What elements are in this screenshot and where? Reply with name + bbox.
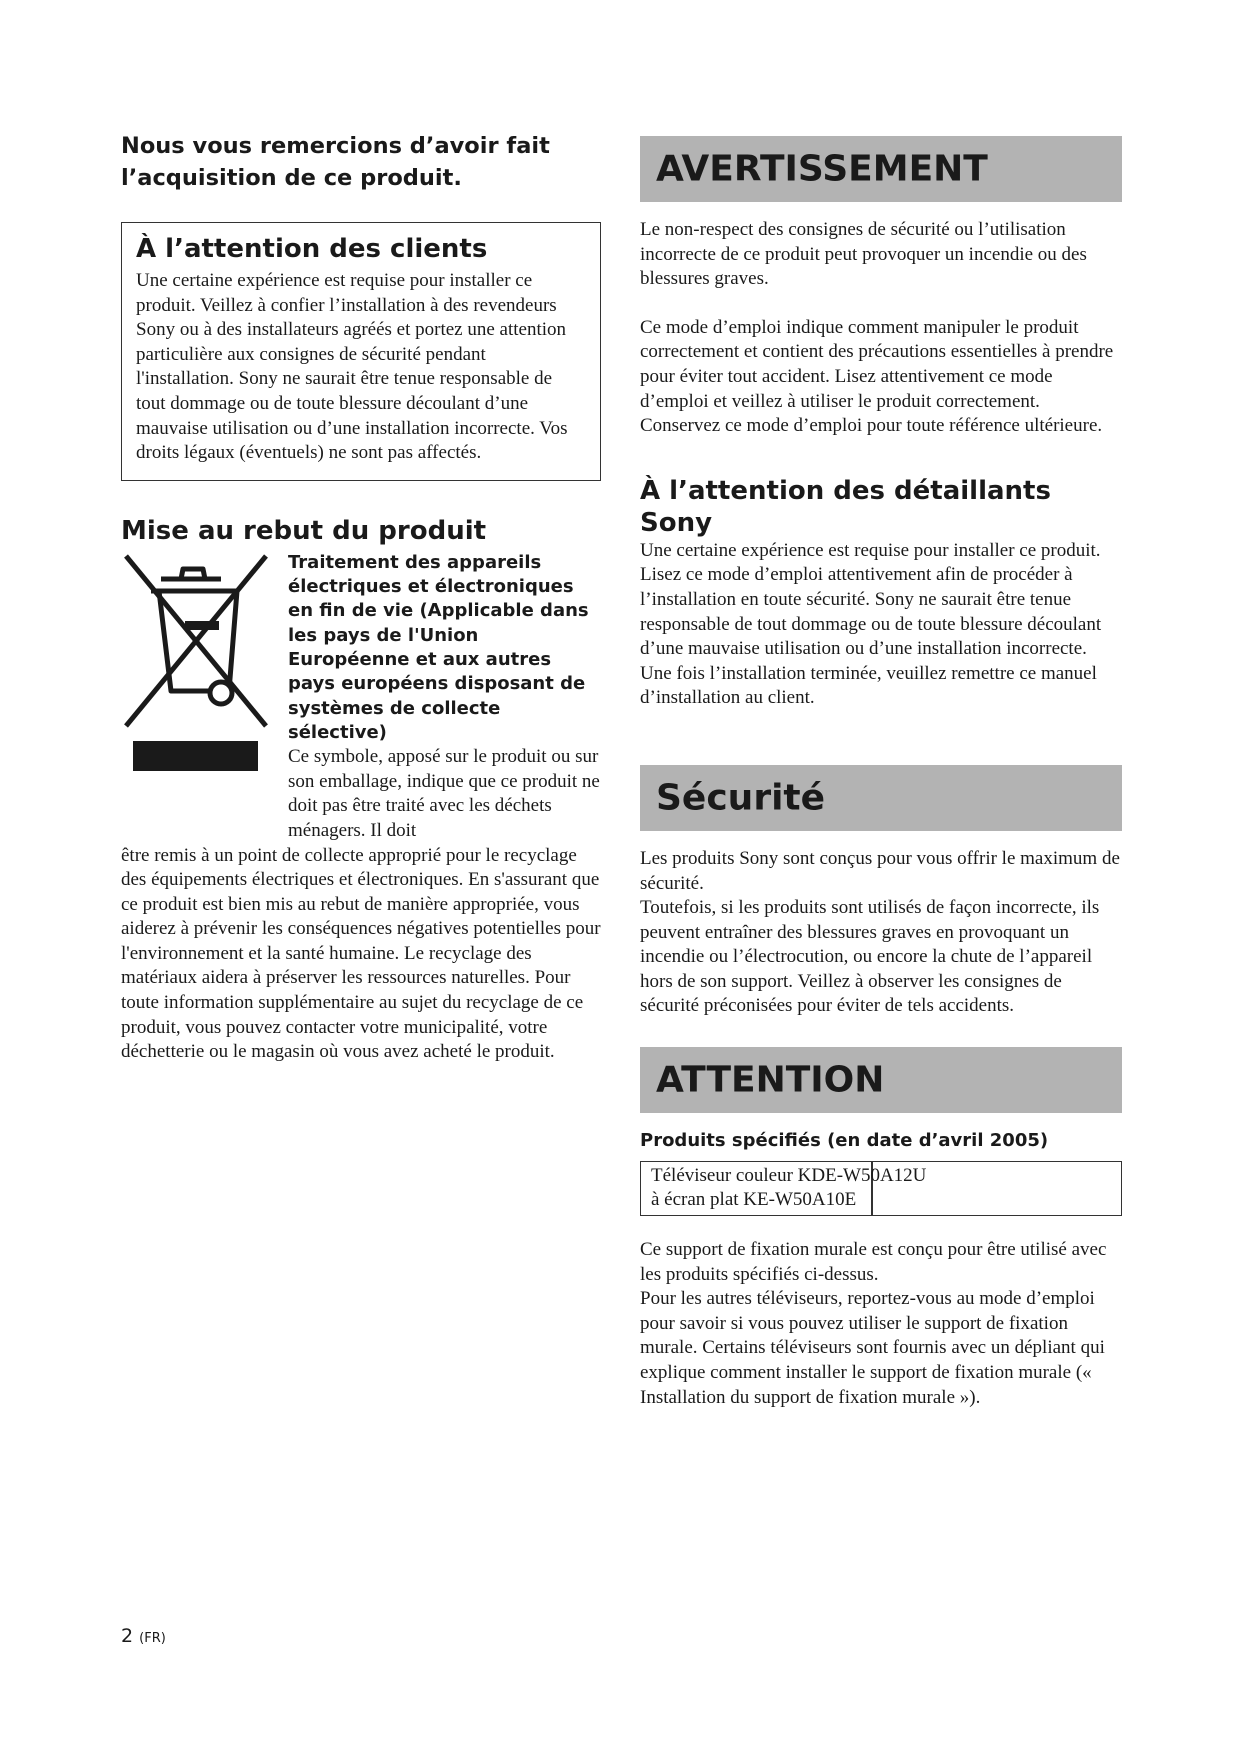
warning-para-1: Le non-respect des consignes de sécurité ou l’utilisation incorrecte de ce produit peut provoquer un incendie ou des blessures graves. [640, 219, 1087, 290]
left-column [121, 130, 601, 1065]
crossed-bin-icon [121, 551, 271, 771]
products-title: Produits spécifiés (en date d’avril 2005) [640, 1130, 1049, 1152]
disposal-section [121, 515, 601, 1065]
products-table [640, 1161, 1122, 1216]
thanks-heading [121, 130, 601, 194]
right-column [640, 136, 1122, 1410]
clients-notice-box [121, 222, 601, 481]
clients-notice-text: Une certaine expérience est requise pour installer ce produit. Veillez à confier l’installation à des revendeurs Sony ou à des installateurs agréés et portez une attention particulière aux consignes de sécurité pendant l'installation. Sony ne saurait être tenue responsable de tout dommage ou de toute blessure découlant d’une mauvaise utilisation ou d’une installation incorrecte. Vos droits légaux (éventuels) ne sont pas affectés. [136, 270, 568, 464]
warning-banner-label: AVERTISSEMENT [656, 148, 988, 190]
dealers-text: Une certaine expérience est requise pour installer ce produit. Lisez ce mode d’emploi attentivement afin de procéder à l’installation en toute sécurité. Sony ne saurait être tenue responsable de tout dommage ou de toute blessure découlant d’une mauvaise utilisation ou d’une installation incorrecte. Une fois l’installation terminée, veuillez remettre ce manuel d’installation au client. [640, 539, 1102, 709]
disposal-title: Mise au rebut du produit [121, 515, 487, 546]
products-table-line-2: à écran plat KE-W50A10E [651, 1189, 857, 1211]
products-table-line-1: Téléviseur couleur KDE-W50A12U [651, 1165, 927, 1187]
page-footer [121, 1625, 166, 1647]
disposal-subtitle: Traitement des appareils électriques et électroniques en fin de vie (Applicable dans les pays de l'Union Européenne et aux autres pays européens disposant de systèmes de collecte sélective) [288, 551, 589, 743]
warning-para-2: Ce mode d’emploi indique comment manipuler le produit correctement et contient des précautions essentielles à prendre pour éviter tout accident. Lisez attentivement ce mode d’emploi et veillez à utiliser le produit correctement. Conservez ce mode d’emploi pour toute référence ultérieure. [640, 316, 1114, 437]
safety-banner-label: Sécurité [656, 777, 826, 819]
disposal-text-long: être remis à un point de collecte approprié pour le recyclage des équipements électriques et électroniques. En s'assurant que ce produit est bien mis au rebut de manière appropriée, vous aiderez à prévenir les conséquences négatives potentielles pour l'environnement et la santé humaine. Le recyclage des matériaux aidera à préserver les ressources naturelles. Pour toute information supplémentaire au sujet du recyclage de ce produit, vous pouvez contacter votre municipalité, votre déchetterie ou le magasin où vous avez acheté le produit. [121, 844, 601, 1063]
attention-banner-label: ATTENTION [656, 1059, 885, 1101]
disposal-text-short: Ce symbole, apposé sur le produit ou sur son emballage, indique que ce produit ne doit pas être traité avec les déchets ménagers. Il doit [288, 746, 600, 841]
safety-text-2: Toutefois, si les produits sont utilisés de façon incorrecte, ils peuvent entraîner des blessures graves en provoquant un incendie ou l’électrocution, ou encore la chute de l’appareil hors de son support. Veillez à observer les consignes de sécurité préconisées pour éviter de tels accidents. [640, 897, 1100, 1017]
attention-text-1: Ce support de fixation murale est conçu pour être utilisé avec les produits spécifiés ci-dessus. [640, 1239, 1107, 1285]
dealers-title: À l’attention des détaillants Sony [640, 475, 1051, 538]
safety-text-1: Les produits Sony sont conçus pour vous offrir le maximum de sécurité. [640, 847, 1120, 894]
safety-banner [640, 765, 1122, 831]
thanks-line-1: Nous vous remercions d’avoir fait [121, 133, 550, 159]
warning-banner [640, 136, 1122, 202]
thanks-line-2: l’acquisition de ce produit. [121, 165, 462, 191]
clients-notice-title: À l’attention des clients [136, 234, 488, 264]
disposal-row [121, 551, 601, 1065]
disposal-side-text [288, 551, 601, 844]
page-number: 2 [121, 1625, 134, 1647]
page-language: (FR) [139, 1631, 166, 1646]
attention-text-2: Pour les autres téléviseurs, reportez-vous au mode d’emploi pour savoir si vous pouvez utiliser le support de fixation murale. Certains téléviseurs sont fournis avec un dépliant qui explique comment installer le support de fixation murale (« Installation du support de fixation murale »). [640, 1288, 1105, 1408]
attention-banner [640, 1047, 1122, 1113]
